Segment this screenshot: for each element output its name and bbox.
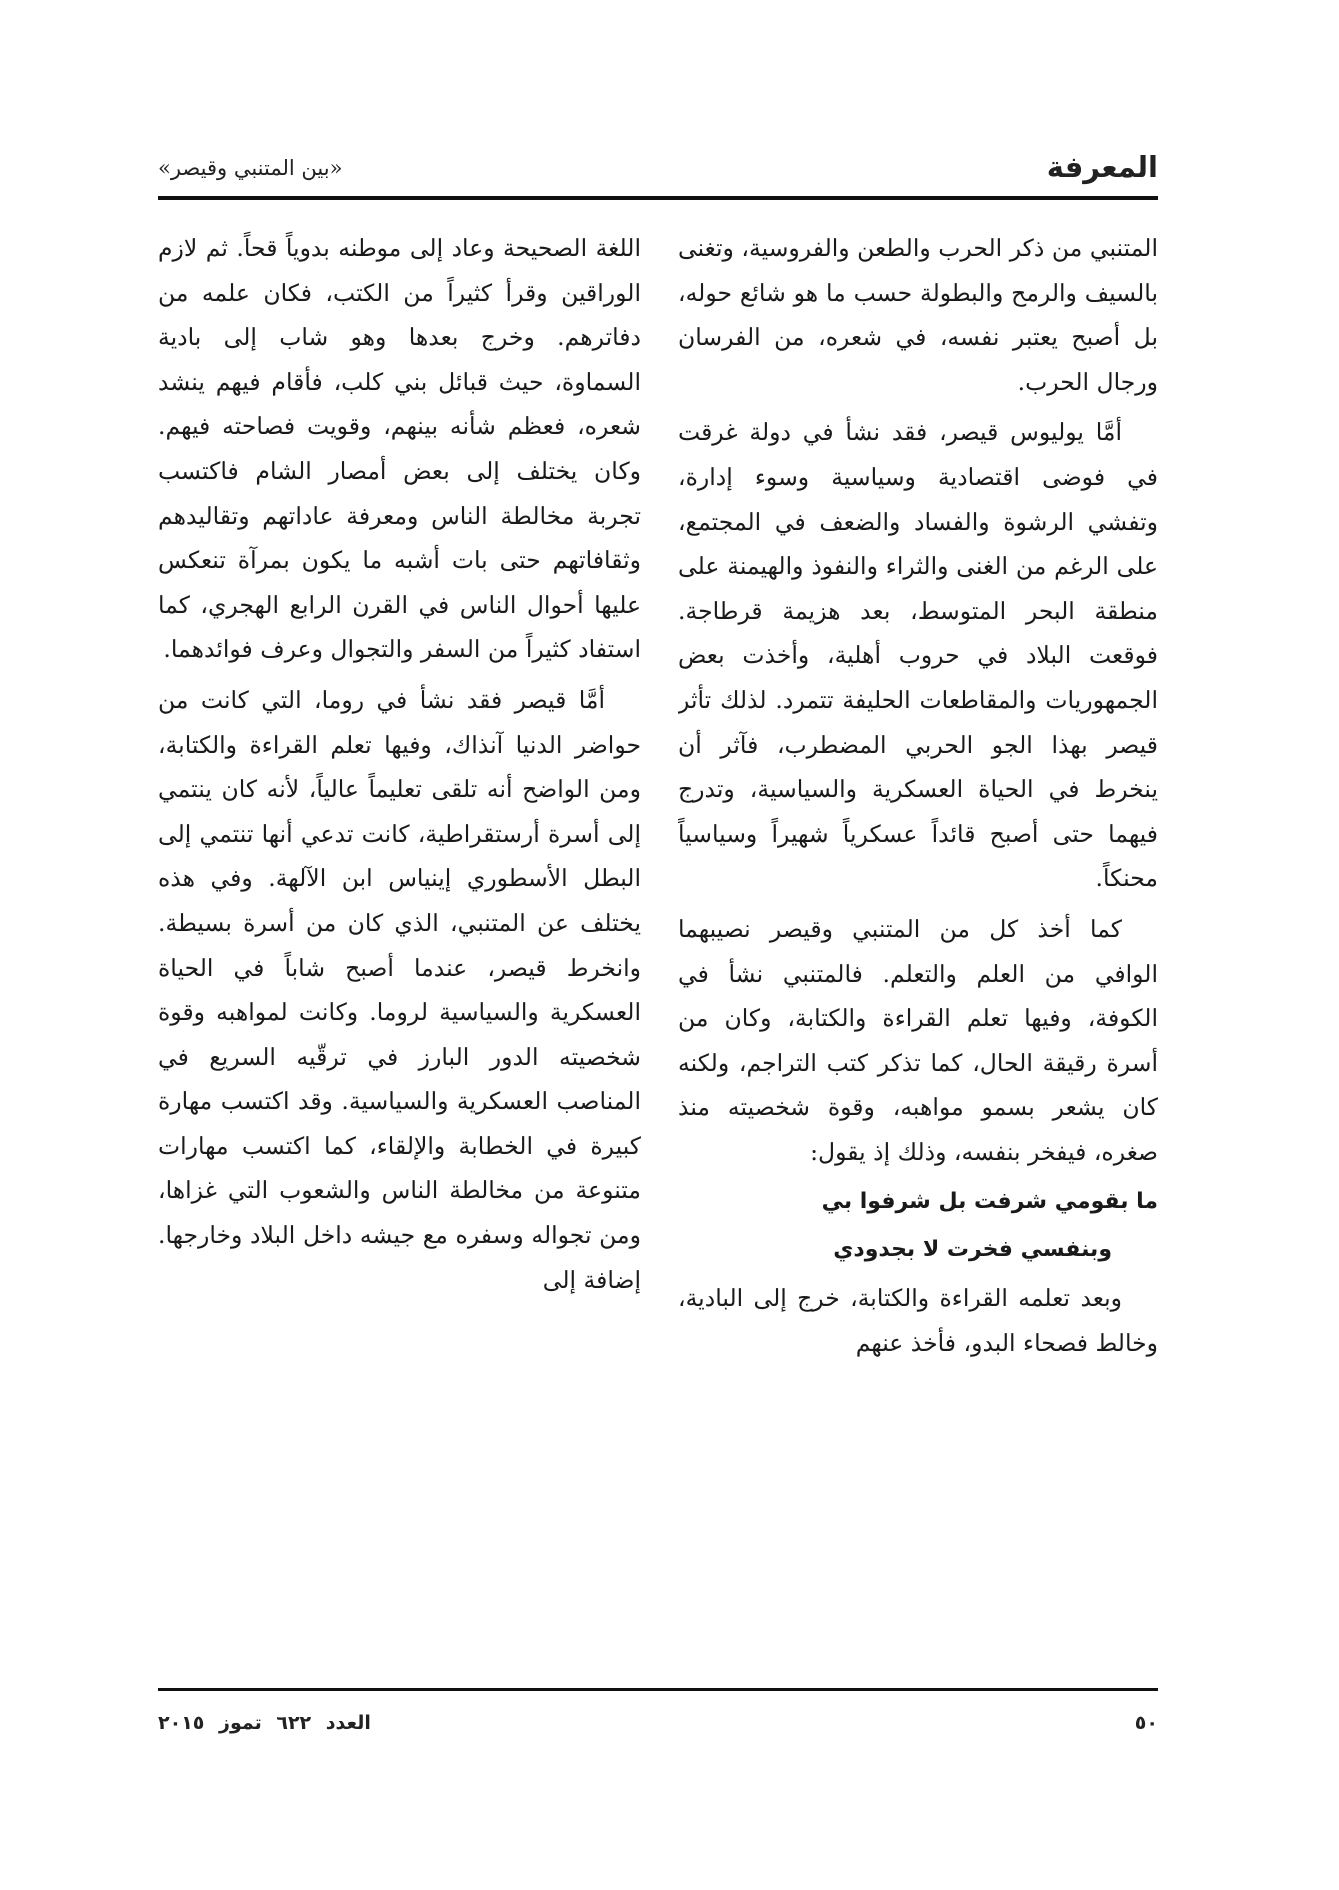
paragraph: المتنبي من ذكر الحرب والطعن والفروسية، وتغنى بالسيف والرمح والبطولة حسب ما هو شائع حوله، بل أصبح يعتبر نفسه، في شعره، من الفرسان ورجال الحرب. [678, 234, 1158, 396]
running-title: «بين المتنبي وقيصر» [158, 156, 343, 180]
paragraph: اللغة الصحيحة وعاد إلى موطنه بدوياً قحاً. ثم لازم الوراقين وقرأ كثيراً من الكتب، فكان علمه من دفاترهم. وخرج بعدها وهو شاب إلى بادية السماوة، حيث قبائل بني كلب، فأقام فيهم ينشد شعره، فعظم شأنه بينهم، وقويت فصاحته فيهم. وكان يختلف إلى بعض أمصار الشام فاكتسب تجربة مخالطة الناس ومعرفة عاداتهم وتقاليدهم وثقافاتهم حتى بات أشبه ما يكون بمرآة تنعكس عليها أحوال الناس في القرن الرابع الهجري، كما استفاد كثيراً من السفر والتجوال وعرف فوائدهما. [158, 234, 641, 664]
right-column [678, 226, 1158, 1681]
paragraph: وبعد تعلمه القراءة والكتابة، خرج إلى البادية، وخالط فصحاء البدو، فأخذ عنهم [678, 1284, 1158, 1358]
magazine-logo: المعرفة [1046, 150, 1158, 184]
poem-verse-1: ما بقومي شرفت بل شرفوا بي [821, 1189, 1158, 1215]
left-column [158, 226, 641, 1681]
page-header [158, 150, 1158, 190]
page-number: ٥٠ [1134, 1712, 1158, 1734]
footer-rule [158, 1688, 1158, 1691]
poem-verse-2: وبنفسي فخرت لا بجدودي [833, 1237, 1112, 1263]
paragraph: أمَّا قيصر فقد نشأ في روما، التي كانت من حواضر الدنيا آنذاك، وفيها تعلم القراءة والكتابة، ومن الواضح أنه تلقى تعليماً عالياً، لأنه كان ينتمي إلى أسرة أرستقراطية، كانت تدعي أنها تنتمي إلى البطل الأسطوري إينياس ابن الآلهة. وفي هذه يختلف عن المتنبي، الذي كان من أسرة بسيطة. وانخرط قيصر، عندما أصبح شاباً في الحياة العسكرية والسياسية لروما. وكانت لمواهبه وقوة شخصيته الدور البارز في ترقّيه السريع في المناصب العسكرية والسياسية. وقد اكتسب مهارة كبيرة في الخطابة والإلقاء، كما اكتسب مهارات متنوعة من مخالطة الناس والشعوب التي غزاها، ومن تجواله وسفره مع جيشه داخل البلاد وخارجها. إضافة إلى [158, 685, 641, 1294]
paragraph: كما أخذ كل من المتنبي وقيصر نصيبهما الوافي من العلم والتعلم. فالمتنبي نشأ في الكوفة، وفيها تعلم القراءة والكتابة، وكان من أسرة رقيقة الحال، كما تذكر كتب التراجم، ولكنه كان يشعر بسمو مواهبه، وقوة شخصيته منذ صغره، فيفخر بنفسه، وذلك إذ يقول: [678, 914, 1158, 1166]
header-rule [158, 196, 1158, 200]
page-footer [158, 1712, 1158, 1748]
issue-info: العدد ٦٢٢ تموز ٢٠١٥ [158, 1712, 371, 1734]
paragraph: أمَّا يوليوس قيصر، فقد نشأ في دولة غرقت في فوضى اقتصادية وسياسية وسوء إدارة، وتفشي الرشوة والفساد والضعف في المجتمع، على الرغم من الغنى والثراء والنفوذ والهيمنة على منطقة البحر المتوسط، بعد هزيمة قرطاجة. فوقعت البلاد في حروب أهلية، وأخذت بعض الجمهوريات والمقاطعات الحليفة تتمرد. لذلك تأثر قيصر بهذا الجو الحربي المضطرب، فآثر أن ينخرط في الحياة العسكرية والسياسية، وتدرج فيهما حتى أصبح قائداً عسكرياً شهيراً وسياسياً محنكاً. [678, 418, 1158, 893]
